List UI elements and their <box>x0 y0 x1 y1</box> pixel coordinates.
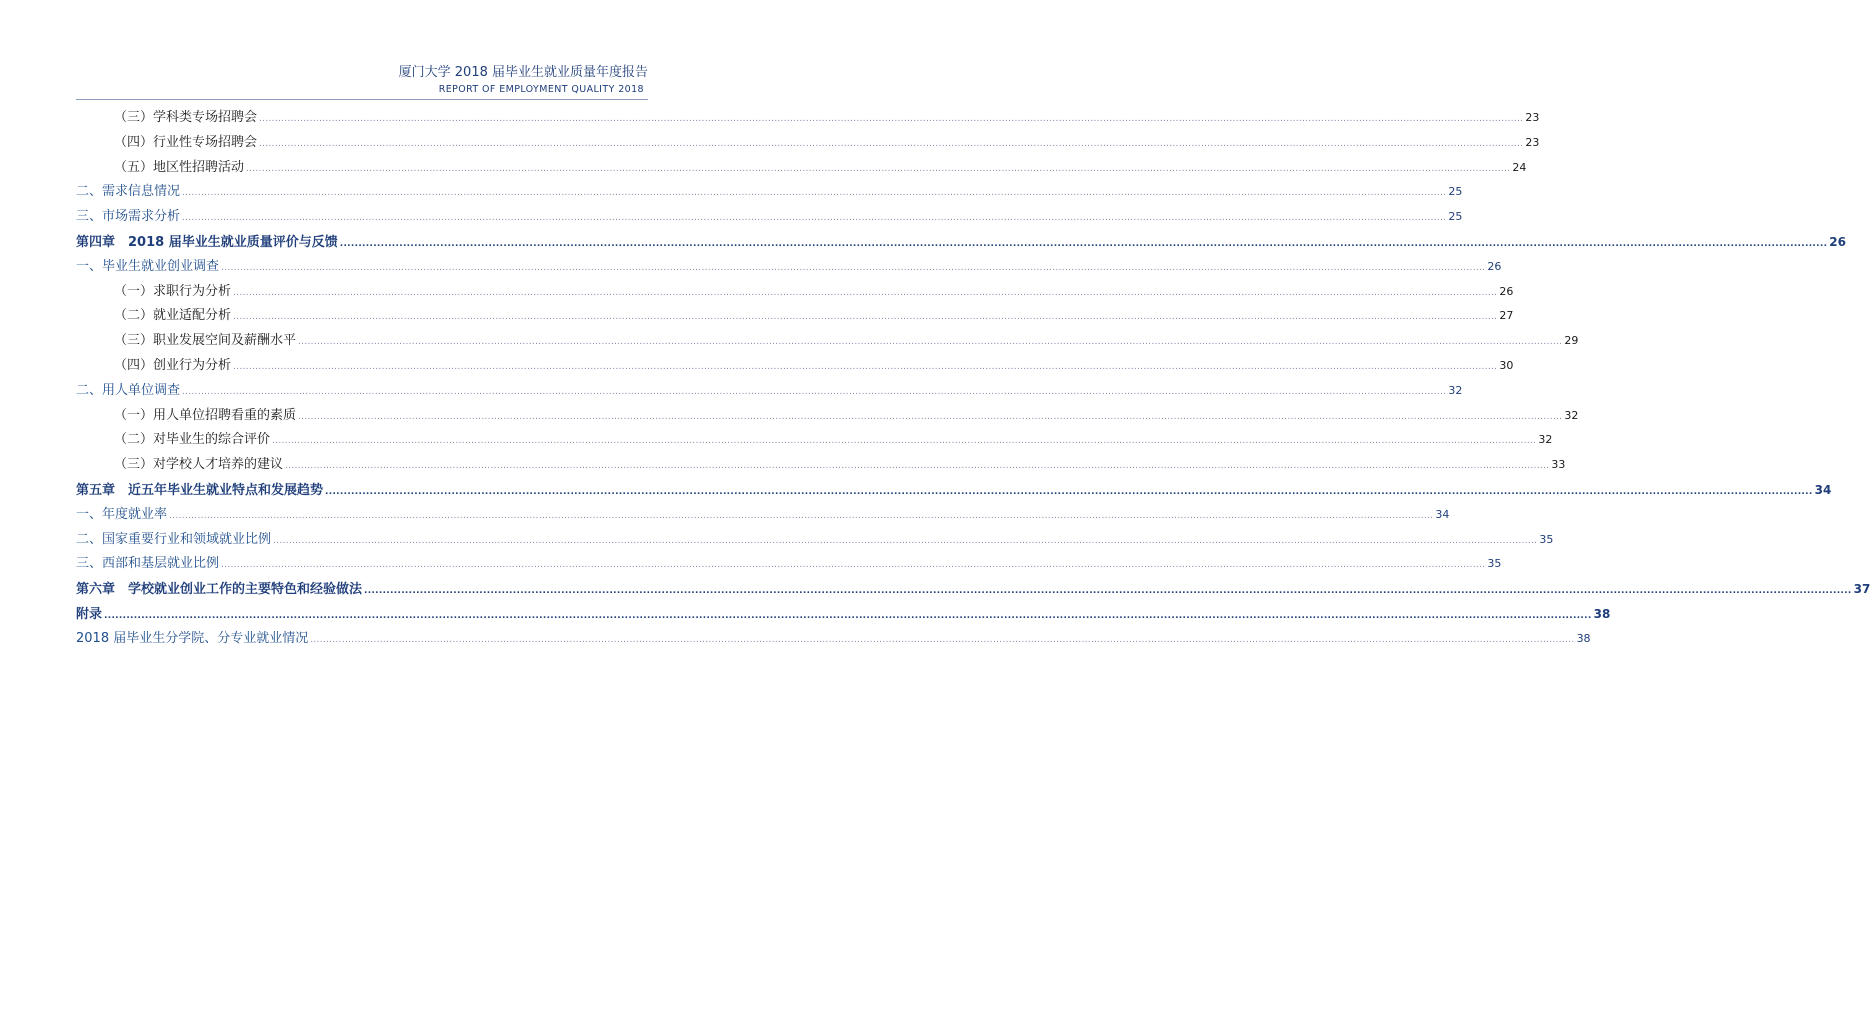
toc-entry[interactable] <box>76 478 1832 503</box>
page-header <box>399 64 648 96</box>
toc-entry[interactable] <box>76 404 1579 429</box>
table-of-contents <box>76 106 1870 652</box>
toc-entry[interactable] <box>76 106 1540 131</box>
toc-entry-page-number: 35 <box>1539 532 1554 546</box>
toc-entry-page-number: 35 <box>1487 557 1502 571</box>
dot-leader: ................................................................................................................................................................................................................................................................................................................................................................................................................ <box>285 461 1550 472</box>
dot-leader: ................................................................................................................................................................................................................................................................................................................................................................................................................ <box>259 114 1524 124</box>
toc-entry-title: 二、国家重要行业和领域就业比例 <box>76 531 272 547</box>
toc-entry-title: （二）对毕业生的综合评价 <box>114 432 271 448</box>
toc-entry-page-number: 38 <box>1593 606 1611 621</box>
toc-entry-title: 第五章 近五年毕业生就业特点和发展趋势 <box>76 482 324 498</box>
dot-leader: ................................................................................................................................................................................................................................................................................................................................................................................................................ <box>221 262 1486 273</box>
toc-entry-page-number: 38 <box>1576 631 1591 645</box>
toc-entry[interactable] <box>76 453 1566 478</box>
toc-entry-title: （三）职业发展空间及薪酬水平 <box>114 333 297 349</box>
dot-leader: ................................................................................................................................................................................................................................................................................................................................................................................................................ <box>221 560 1486 571</box>
toc-entry-page-number: 26 <box>1829 234 1846 249</box>
toc-entry[interactable] <box>76 354 1514 379</box>
dot-leader: ................................................................................................................................................................................................................................................................................................................................................................................................................ <box>310 634 1575 645</box>
toc-entry-title: 三、市场需求分析 <box>76 209 181 225</box>
toc-entry-title: （五）地区性招聘活动 <box>114 159 245 175</box>
dot-leader: ................................................................................................................................................................................................................................................................................................................................................................................................................ <box>298 411 1563 422</box>
toc-entry[interactable] <box>76 528 1554 553</box>
dot-leader: ................................................................................................................................................................................................................................................................................................................................................................................................................ <box>259 138 1524 149</box>
toc-entry-page-number: 32 <box>1448 383 1463 397</box>
toc-entry[interactable] <box>76 255 1502 280</box>
toc-entry[interactable] <box>76 180 1463 205</box>
toc-entry-page-number: 27 <box>1499 309 1514 323</box>
dot-leader: ................................................................................................................................................................................................................................................................................................................................................................................................................ <box>182 386 1447 397</box>
dot-leader: ................................................................................................................................................................................................................................................................................................................................................................................................................ <box>325 486 1813 497</box>
toc-entry-title: （一）用人单位招聘看重的素质 <box>114 407 297 423</box>
dot-leader: ................................................................................................................................................................................................................................................................................................................................................................................................................ <box>104 610 1592 621</box>
toc-entry-page-number: 23 <box>1525 111 1540 124</box>
dot-leader: ................................................................................................................................................................................................................................................................................................................................................................................................................ <box>364 586 1852 597</box>
toc-entry-title: （三）对学校人才培养的建议 <box>114 457 284 473</box>
toc-entry-title: 一、年度就业率 <box>76 506 168 522</box>
toc-entry-title: （二）就业适配分析 <box>114 308 232 324</box>
toc-entry-title: （四）行业性专场招聘会 <box>114 134 258 150</box>
toc-entry-page-number: 32 <box>1564 408 1579 422</box>
toc-entry[interactable] <box>76 329 1579 354</box>
toc-entry-page-number: 37 <box>1853 582 1870 597</box>
toc-entry-title: 第四章 2018 届毕业生就业质量评价与反馈 <box>76 234 338 250</box>
dot-leader: ................................................................................................................................................................................................................................................................................................................................................................................................................ <box>233 361 1498 372</box>
toc-entry-title: 二、用人单位调查 <box>76 382 181 398</box>
toc-entry[interactable] <box>76 304 1514 329</box>
toc-entry[interactable] <box>76 627 1591 652</box>
toc-entry-page-number: 34 <box>1814 482 1832 497</box>
dot-leader: ................................................................................................................................................................................................................................................................................................................................................................................................................ <box>169 510 1434 521</box>
dot-leader: ................................................................................................................................................................................................................................................................................................................................................................................................................ <box>233 287 1498 298</box>
toc-entry[interactable] <box>76 230 1846 255</box>
dot-leader: ................................................................................................................................................................................................................................................................................................................................................................................................................ <box>339 238 1828 249</box>
toc-entry-page-number: 26 <box>1487 259 1502 273</box>
toc-entry-page-number: 25 <box>1448 185 1463 199</box>
toc-entry-page-number: 23 <box>1525 135 1540 149</box>
toc-entry-page-number: 30 <box>1499 358 1514 372</box>
dot-leader: ................................................................................................................................................................................................................................................................................................................................................................................................................ <box>246 163 1511 174</box>
toc-entry-title: （三）学科类专场招聘会 <box>114 110 258 125</box>
toc-entry-page-number: 26 <box>1499 284 1514 298</box>
toc-entry[interactable] <box>76 205 1463 230</box>
dot-leader: ................................................................................................................................................................................................................................................................................................................................................................................................................ <box>273 535 1538 546</box>
dot-leader: ................................................................................................................................................................................................................................................................................................................................................................................................................ <box>233 312 1498 323</box>
header-divider <box>76 99 648 100</box>
toc-entry-page-number: 25 <box>1448 210 1463 224</box>
toc-entry[interactable] <box>76 602 1611 627</box>
toc-entry-page-number: 33 <box>1551 458 1566 472</box>
toc-entry[interactable] <box>76 577 1870 602</box>
toc-entry-title: 二、需求信息情况 <box>76 184 181 200</box>
toc-entry-title: 2018 届毕业生分学院、分专业就业情况 <box>76 630 309 646</box>
toc-entry-title: （四）创业行为分析 <box>114 357 232 373</box>
toc-entry-title: 一、毕业生就业创业调查 <box>76 258 220 274</box>
toc-entry[interactable] <box>76 503 1450 528</box>
header-title: 厦门大学 2018 届毕业生就业质量年度报告 <box>398 65 648 80</box>
dot-leader: ................................................................................................................................................................................................................................................................................................................................................................................................................ <box>272 436 1537 447</box>
toc-entry[interactable] <box>76 379 1463 404</box>
toc-entry[interactable] <box>76 131 1540 156</box>
toc-entry-title: 三、西部和基层就业比例 <box>76 556 220 572</box>
toc-entry-page-number: 32 <box>1538 433 1553 447</box>
toc-entry[interactable] <box>76 428 1553 453</box>
toc-entry-page-number: 24 <box>1512 160 1527 174</box>
toc-entry[interactable] <box>76 280 1514 305</box>
toc-entry-title: 附录 <box>76 606 103 622</box>
dot-leader: ................................................................................................................................................................................................................................................................................................................................................................................................................ <box>182 188 1447 199</box>
toc-entry[interactable] <box>76 552 1502 577</box>
dot-leader: ................................................................................................................................................................................................................................................................................................................................................................................................................ <box>182 213 1447 224</box>
dot-leader: ................................................................................................................................................................................................................................................................................................................................................................................................................ <box>298 337 1563 348</box>
toc-entry-title: （一）求职行为分析 <box>114 283 232 299</box>
toc-entry-page-number: 34 <box>1435 507 1450 521</box>
header-subtitle: REPORT OF EMPLOYMENT QUALITY 2018 <box>438 84 644 95</box>
toc-entry-title: 第六章 学校就业创业工作的主要特色和经验做法 <box>76 582 363 598</box>
toc-entry[interactable] <box>76 156 1527 181</box>
toc-entry-page-number: 29 <box>1564 334 1579 348</box>
